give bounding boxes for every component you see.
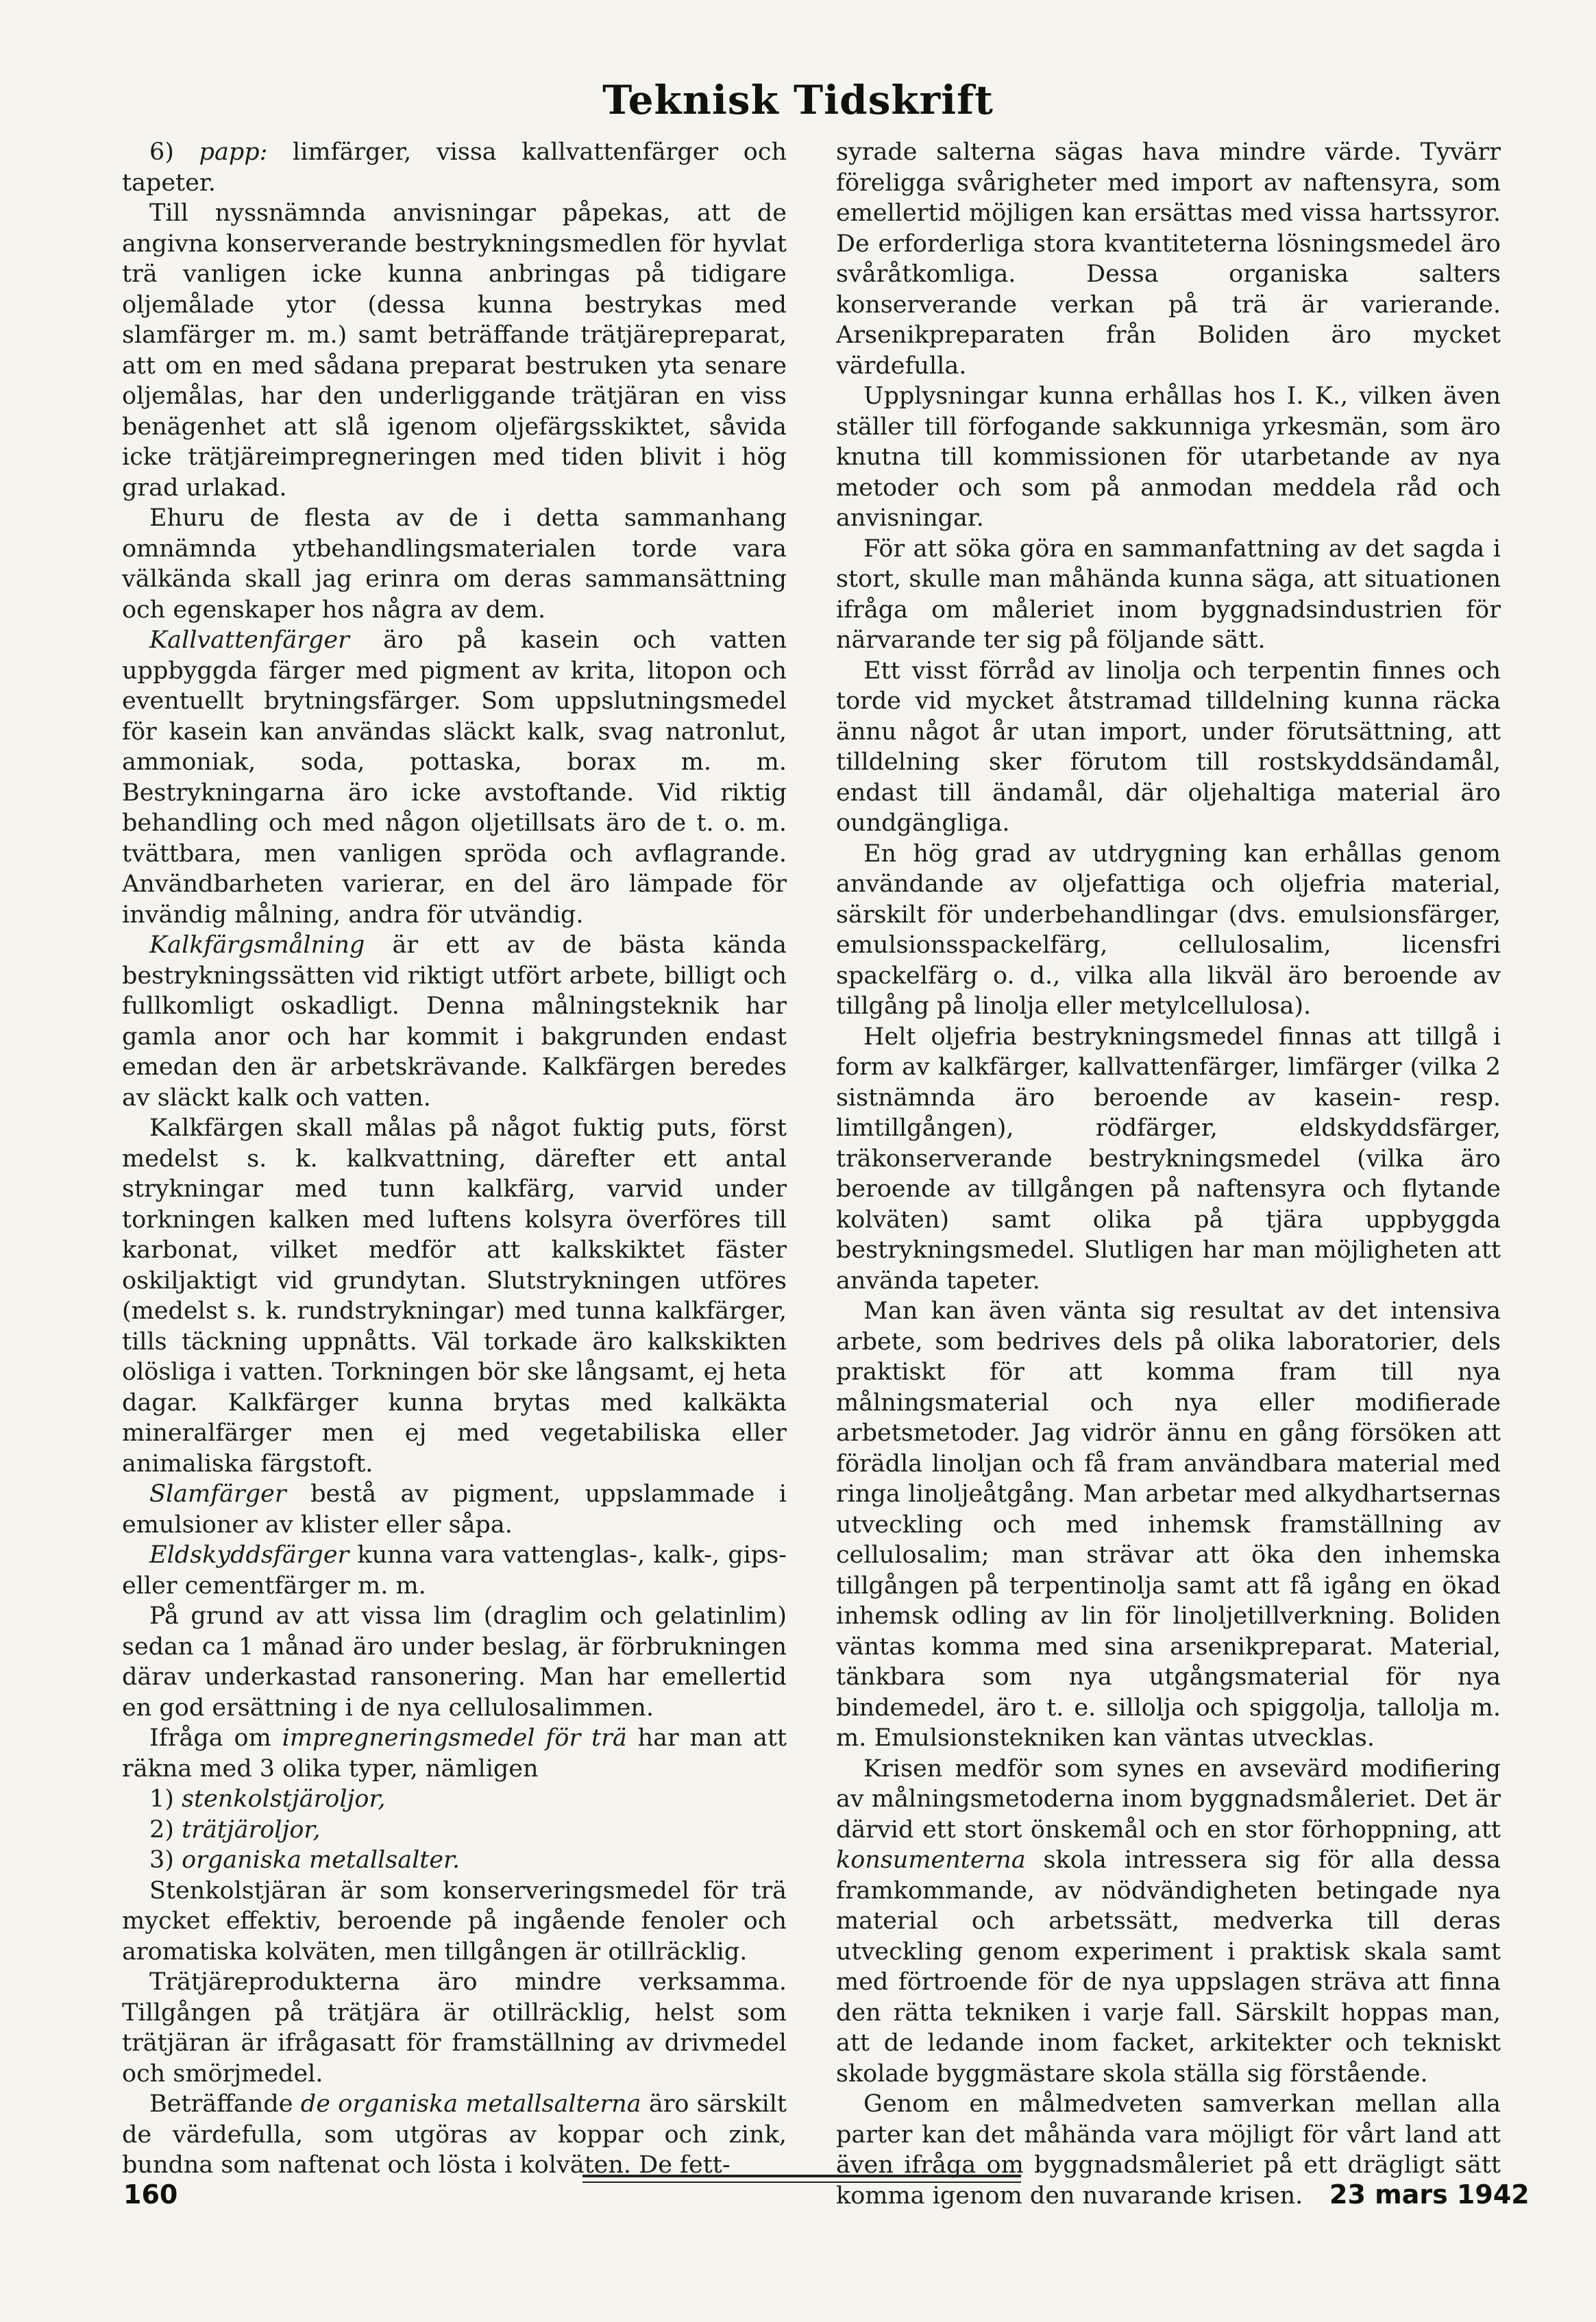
left-column bbox=[122, 137, 787, 2181]
paragraph: Ifråga om impregneringsmedel för trä har man att räkna med 3 olika typer, nämligen bbox=[122, 1724, 787, 1783]
paragraph: Ehuru de flesta av de i detta sammanhang omnämnda ytbehandlingsmaterialen torde vara välkända skall jag erinra om deras sammansättning och egenskaper hos några av dem. bbox=[122, 504, 787, 624]
paragraph: Kalkfärgsmålning är ett av de bästa kända bestrykningssätten vid riktigt utfört arbete, billigt och fullkomligt oskadligt. Denna målningsteknik har gamla anor och har kommit i bakgrunden endast emedan den är arbetskrävande. Kalkfärgen beredes av släckt kalk och vatten. bbox=[122, 931, 787, 1112]
paragraph: Till nyssnämnda anvisningar påpekas, att de angivna konserverande bestrykningsmedlen för hyvlat trä vanligen icke kunna anbringas på tidigare oljemålade ytor (dessa kunna bestrykas med slamfärger m. m.) samt beträffande trätjärepreparat, att om en med sådana preparat bestruken yta senare oljemålas, har den underliggande trätjäran en viss benägenhet att slå igenom oljefärgsskiktet, såvida icke trätjäreimpregneringen med tiden blivit i hög grad urlakad. bbox=[122, 199, 787, 502]
paragraph: Man kan även vänta sig resultat av det intensiva arbete, som bedrives dels på olika laboratorier, dels praktiskt för att komma fram till nya målningsmaterial och nya eller modifierade arbetsmetoder. Jag vidrör ännu en gång försöken att förädla linoljan och få fram användbara material med ringa linoljeåtgång. Man arbetar med alkydhartsernas utveckling och med inhemsk framställning av cellulosalim; man strävar att öka den inhemska tillgången på terpentinolja samt att få igång en ökad inhemsk odling av lin för linoljetillverkning. Boliden väntas komma med sina arsenikpreparat. Material, tänkbara som nya utgångsmaterial för nya bindemedel, äro t. e. sillolja och spiggolja, tallolja m. m. Emulsionstekniken kan väntas utvecklas. bbox=[836, 1297, 1501, 1752]
paragraph: 6) papp: limfärger, vissa kallvattenfärger och tapeter. bbox=[122, 138, 787, 197]
paragraph: För att söka göra en sammanfattning av det sagda i stort, skulle man måhända kunna säga, att situationen ifråga om måleriet inom byggnadsindustrien för närvarande ter sig på följande sätt. bbox=[836, 535, 1501, 654]
paragraph: Trätjäreprodukterna äro mindre verksamma. Tillgången på trätjära är otillräcklig, helst som trätjäran är ifrågasatt för framställning av drivmedel och smörjmedel. bbox=[122, 1968, 787, 2088]
paragraph: syrade salterna sägas hava mindre värde. Tyvärr föreligga svårigheter med import av naftensyra, som emellertid möjligen kan ersättas med vissa hartssyror. De erforderliga stora kvantiteterna lösningsmedel äro svåråtkomliga. Dessa organiska salters konserverande verkan på trä är varierande. Arsenikpreparaten från Boliden äro mycket värdefulla. bbox=[836, 138, 1501, 380]
paragraph: Kalkfärgen skall målas på något fuktig puts, först medelst s. k. kalkvattning, därefter ett antal strykningar med tunn kalkfärg, varvid under torkningen kalken med luftens kolsyra överföres till karbonat, vilket medför att kalkskiktet fäster oskiljaktigt vid grundytan. Slutstrykningen utföres (medelst s. k. rundstrykningar) med tunna kalkfärger, tills täckning uppnåtts. Väl torkade äro kalkskikten olösliga i vatten. Torkningen bör ske långsamt, ej heta dagar. Kalkfärger kunna brytas med kalkäkta mineralfärger men ej med vegetabiliska eller animaliska färgstoft. bbox=[122, 1114, 787, 1478]
paragraph: En hög grad av utdrygning kan erhållas genom användande av oljefattiga och oljefria material, särskilt för underbehandlingar (dvs. emulsionsfärger, emulsionsspackelfärg, cellulosalim, licensfri spackelfärg o. d., vilka alla likväl äro beroende av tillgång på linolja eller metylcellulosa). bbox=[836, 840, 1501, 1020]
paragraph: Ett visst förråd av linolja och terpentin finnes och torde vid mycket åtstramad tilldelning kunna räcka ännu något år utan import, under förutsättning, att tilldelning sker förutom till rostskyddsändamål, endast till ändamål, där oljehaltiga material äro oundgängliga. bbox=[836, 657, 1501, 837]
paragraph: 2) trätjäroljor, bbox=[149, 1816, 321, 1844]
paragraph: Upplysningar kunna erhållas hos I. K., vilken även ställer till förfogande sakkunniga yrkesmän, som äro knutna till kommissionen för utarbetande av nya metoder och som på anmodan meddela råd och anvisningar. bbox=[836, 382, 1501, 532]
page-number: 160 bbox=[123, 2179, 178, 2210]
footer-rule bbox=[582, 2175, 1021, 2183]
masthead-title: Teknisk Tidskrift bbox=[602, 77, 994, 123]
paragraph: 1) stenkolstjäroljor, bbox=[149, 1785, 386, 1813]
paragraph: Krisen medför som synes en avsevärd modifiering av målningsmetoderna inom byggnadsmåleriet. Det är därvid ett stort önskemål och en stor förhoppning, att konsumenterna skola intressera sig för alla dessa framkommande, av nödvändigheten betingade nya material och arbetssätt, medverka till deras utveckling genom experiment i praktisk skala samt med förtroende för de nya uppslagen sträva att finna den rätta tekniken i varje fall. Särskilt hoppas man, att de ledande inom facket, arkitekter och tekniskt skolade byggmästare skola ställa sig förstående. bbox=[836, 1755, 1501, 2088]
paragraph: Helt oljefria bestrykningsmedel finnas att tillgå i form av kalkfärger, kallvattenfärger, limfärger (vilka 2 sistnämnda äro beroende av kasein- resp. limtillgången), rödfärger, eldskyddsfärger, träkonserverande bestrykningsmedel (vilka äro beroende av tillgången på naftensyra och flytande kolväten) samt olika på tjära uppbyggda bestrykningsmedel. Slutligen har man möjligheten att använda tapeter. bbox=[836, 1023, 1501, 1295]
paragraph: Beträffande de organiska metallsalterna äro särskilt de värdefulla, som utgöras av koppar och zink, bundna som naftenat och lösta i kolväten. De fett- bbox=[122, 2090, 787, 2179]
paragraph: Stenkolstjäran är som konserveringsmedel för trä mycket effektiv, beroende på ingående fenoler och aromatiska kolväten, men tillgången är otillräcklig. bbox=[122, 1877, 787, 1966]
right-column bbox=[836, 137, 1501, 2211]
paragraph: Kallvattenfärger äro på kasein och vatten uppbyggda färger med pigment av krita, litopon och eventuellt brytningsfärger. Som uppslutningsmedel för kasein kan användas släckt kalk, svag natronlut, ammoniak, soda, pottaska, borax m. m. Bestrykningarna äro icke avstoftande. Vid riktig behandling och med någon oljetillsats äro de t. o. m. tvättbara, men vanligen spröda och avflagrande. Användbarheten varierar, en del äro lämpade för invändig målning, andra för utvändig. bbox=[122, 626, 787, 929]
paragraph: Genom en målmedveten samverkan mellan alla parter kan det måhända vara möjligt för vårt land att även ifråga om byggnadsmåleriet på ett drägligt sätt komma igenom den nuvarande krisen. bbox=[836, 2090, 1501, 2210]
paragraph: På grund av att vissa lim (draglim och gelatinlim) sedan ca 1 månad äro under beslag, är förbrukningen därav underkastad ransonering. Man har emellertid en god ersättning i de nya cellulosalimmen. bbox=[122, 1602, 787, 1722]
paragraph: Eldskyddsfärger kunna vara vattenglas-, kalk-, gips- eller cementfärger m. m. bbox=[122, 1541, 787, 1600]
issue-date: 23 mars 1942 bbox=[1329, 2179, 1530, 2210]
paragraph: Slamfärger bestå av pigment, uppslammade i emulsioner av klister eller såpa. bbox=[122, 1480, 787, 1539]
paragraph: 3) organiska metallsalter. bbox=[149, 1846, 461, 1874]
